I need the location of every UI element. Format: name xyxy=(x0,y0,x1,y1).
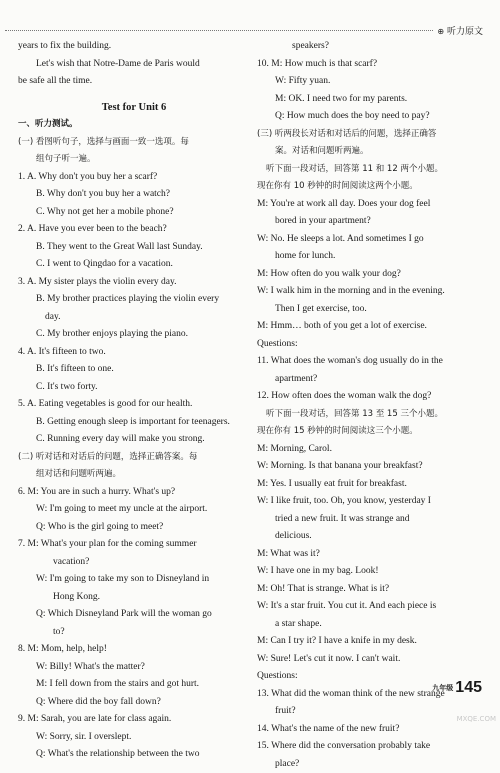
left-text-line: W: I'm going to meet my uncle at the airport. xyxy=(18,501,250,519)
right-text-line: a star shape. xyxy=(257,616,485,634)
right-text-line: M: Morning, Carol. xyxy=(257,441,485,459)
page-tag: 九年级 xyxy=(432,684,453,692)
page-header xyxy=(5,5,495,27)
left-text-line: W: I'm going to take my son to Disneyland in xyxy=(18,571,250,589)
right-text-line: 10. M: How much is that scarf? xyxy=(257,56,485,74)
right-text-line: M: What was it? xyxy=(257,546,485,564)
right-text-line: 案。对话和问题听两遍。 xyxy=(257,143,485,161)
right-text-line: 现在你有 10 秒钟的时间阅读这两个小题。 xyxy=(257,178,485,196)
right-text-line: home for lunch. xyxy=(257,248,485,266)
right-text-line: delicious. xyxy=(257,528,485,546)
right-text-line: 听下面一段对话，回答第 11 和 12 两个小题。 xyxy=(257,161,485,179)
left-text-line: 5. A. Eating vegetables is good for our health. xyxy=(18,396,250,414)
right-text-line: Questions: xyxy=(257,668,485,686)
left-text-line: 1. A. Why don't you buy her a scarf? xyxy=(18,169,250,187)
left-text-line: C. Why not get her a mobile phone? xyxy=(18,204,250,222)
left-text-line: B. Getting enough sleep is important for teenagers. xyxy=(18,414,250,432)
right-text-line: speakers? xyxy=(257,38,485,56)
left-text-line: C. I went to Qingdao for a vacation. xyxy=(18,256,250,274)
right-text-line: M: Oh! That is strange. What is it? xyxy=(257,581,485,599)
left-column xyxy=(18,38,250,764)
left-text-line: Hong Kong. xyxy=(18,589,250,607)
left-text-line: W: Sorry, sir. I overslept. xyxy=(18,729,250,747)
right-text-line: 14. What's the name of the new fruit? xyxy=(257,721,485,739)
right-text-line: 听下面一段对话，回答第 13 至 15 三个小题。 xyxy=(257,406,485,424)
left-text-line: years to fix the building. xyxy=(18,38,250,56)
right-text-line: fruit? xyxy=(257,703,485,721)
right-text-line: W: No. He sleeps a lot. And sometimes I go xyxy=(257,231,485,249)
left-text-line: Q: Which Disneyland Park will the woman go xyxy=(18,606,250,624)
header-title-text: 听力原文 xyxy=(447,27,483,37)
header-title xyxy=(437,24,483,37)
left-text-line: 3. A. My sister plays the violin every day. xyxy=(18,274,250,292)
right-text-line: 现在你有 15 秒钟的时间阅读这三个小题。 xyxy=(257,423,485,441)
left-text-line: 2. A. Have you ever been to the beach? xyxy=(18,221,250,239)
right-text-line: M: Hmm… both of you get a lot of exercise. xyxy=(257,318,485,336)
left-text-line: 4. A. It's fifteen to two. xyxy=(18,344,250,362)
left-text-line: to? xyxy=(18,624,250,642)
right-text-line: W: Fifty yuan. xyxy=(257,73,485,91)
left-text-line: B. It's fifteen to one. xyxy=(18,361,250,379)
right-text-line: W: I have one in my bag. Look! xyxy=(257,563,485,581)
right-text-line: M: How often do you walk your dog? xyxy=(257,266,485,284)
left-text-line: 组对话和问题听两遍。 xyxy=(18,466,250,484)
page-number: 145 xyxy=(455,679,482,696)
left-text-line: C. It's two forty. xyxy=(18,379,250,397)
right-text-line: M: Can I try it? I have a knife in my desk. xyxy=(257,633,485,651)
right-text-line: apartment? xyxy=(257,371,485,389)
left-text-line: W: Billy! What's the matter? xyxy=(18,659,250,677)
right-text-line: bored in your apartment? xyxy=(257,213,485,231)
right-text-line: W: I walk him in the morning and in the evening. xyxy=(257,283,485,301)
left-text-line: (二) 听对话和对话后的问题，选择正确答案。每 xyxy=(18,449,250,467)
right-text-line: 11. What does the woman's dog usually do in the xyxy=(257,353,485,371)
left-text-line: B. They went to the Great Wall last Sunday. xyxy=(18,239,250,257)
right-text-line: Then I get exercise, too. xyxy=(257,301,485,319)
left-text-line: M: I fell down from the stairs and got hurt. xyxy=(18,676,250,694)
right-text-line: tried a new fruit. It was strange and xyxy=(257,511,485,529)
left-text-line: 6. M: You are in such a hurry. What's up? xyxy=(18,484,250,502)
right-column xyxy=(257,38,485,773)
left-text-line: vacation? xyxy=(18,554,250,572)
left-text-line: B. Why don't you buy her a watch? xyxy=(18,186,250,204)
left-text-line: be safe all the time. xyxy=(18,73,250,91)
right-text-line: Questions: xyxy=(257,336,485,354)
left-text-line: 一、听力测试。 xyxy=(18,116,250,134)
left-text-line: (一) 看图听句子，选择与画面一致一选项。每 xyxy=(18,134,250,152)
header-dotted-rule xyxy=(5,30,433,31)
left-text-line: C. My brother enjoys playing the piano. xyxy=(18,326,250,344)
right-text-line: M: You're at work all day. Does your dog feel xyxy=(257,196,485,214)
right-text-line: M: OK. I need two for my parents. xyxy=(257,91,485,109)
left-text-line: 组句子听一遍。 xyxy=(18,151,250,169)
right-text-line: W: Sure! Let's cut it now. I can't wait. xyxy=(257,651,485,669)
page-number-block xyxy=(432,679,482,697)
right-text-line: W: Morning. Is that banana your breakfast? xyxy=(257,458,485,476)
right-text-line: M: Yes. I usually eat fruit for breakfast. xyxy=(257,476,485,494)
watermark: MXQE.COM xyxy=(457,715,496,723)
right-text-line: 12. How often does the woman walk the dog? xyxy=(257,388,485,406)
right-text-line: W: I like fruit, too. Oh, you know, yesterday I xyxy=(257,493,485,511)
right-text-line: Q: How much does the boy need to pay? xyxy=(257,108,485,126)
left-text-line: day. xyxy=(18,309,250,327)
left-text-line: 9. M: Sarah, you are late for class again. xyxy=(18,711,250,729)
right-text-line: (三) 听两段长对话和对话后的问题，选择正确答 xyxy=(257,126,485,144)
left-text-line xyxy=(18,91,250,99)
left-text-line: Q: Who is the girl going to meet? xyxy=(18,519,250,537)
header-mark-icon: ⊕ xyxy=(437,27,444,36)
right-text-line: place? xyxy=(257,756,485,773)
left-text-line: 7. M: What's your plan for the coming summer xyxy=(18,536,250,554)
left-text-line: B. My brother practices playing the violin every xyxy=(18,291,250,309)
left-text-line: 8. M: Mom, help, help! xyxy=(18,641,250,659)
left-text-line: C. Running every day will make you strong. xyxy=(18,431,250,449)
left-text-line: Q: What's the relationship between the two xyxy=(18,746,250,764)
right-text-line: 13. What did the woman think of the new strange xyxy=(257,686,485,704)
right-text-line: 15. Where did the conversation probably take xyxy=(257,738,485,756)
left-text-line: Let's wish that Notre-Dame de Paris would xyxy=(18,56,250,74)
left-text-line: Q: Where did the boy fall down? xyxy=(18,694,250,712)
left-text-line: Test for Unit 6 xyxy=(18,99,250,117)
right-text-line: W: It's a star fruit. You cut it. And each piece is xyxy=(257,598,485,616)
